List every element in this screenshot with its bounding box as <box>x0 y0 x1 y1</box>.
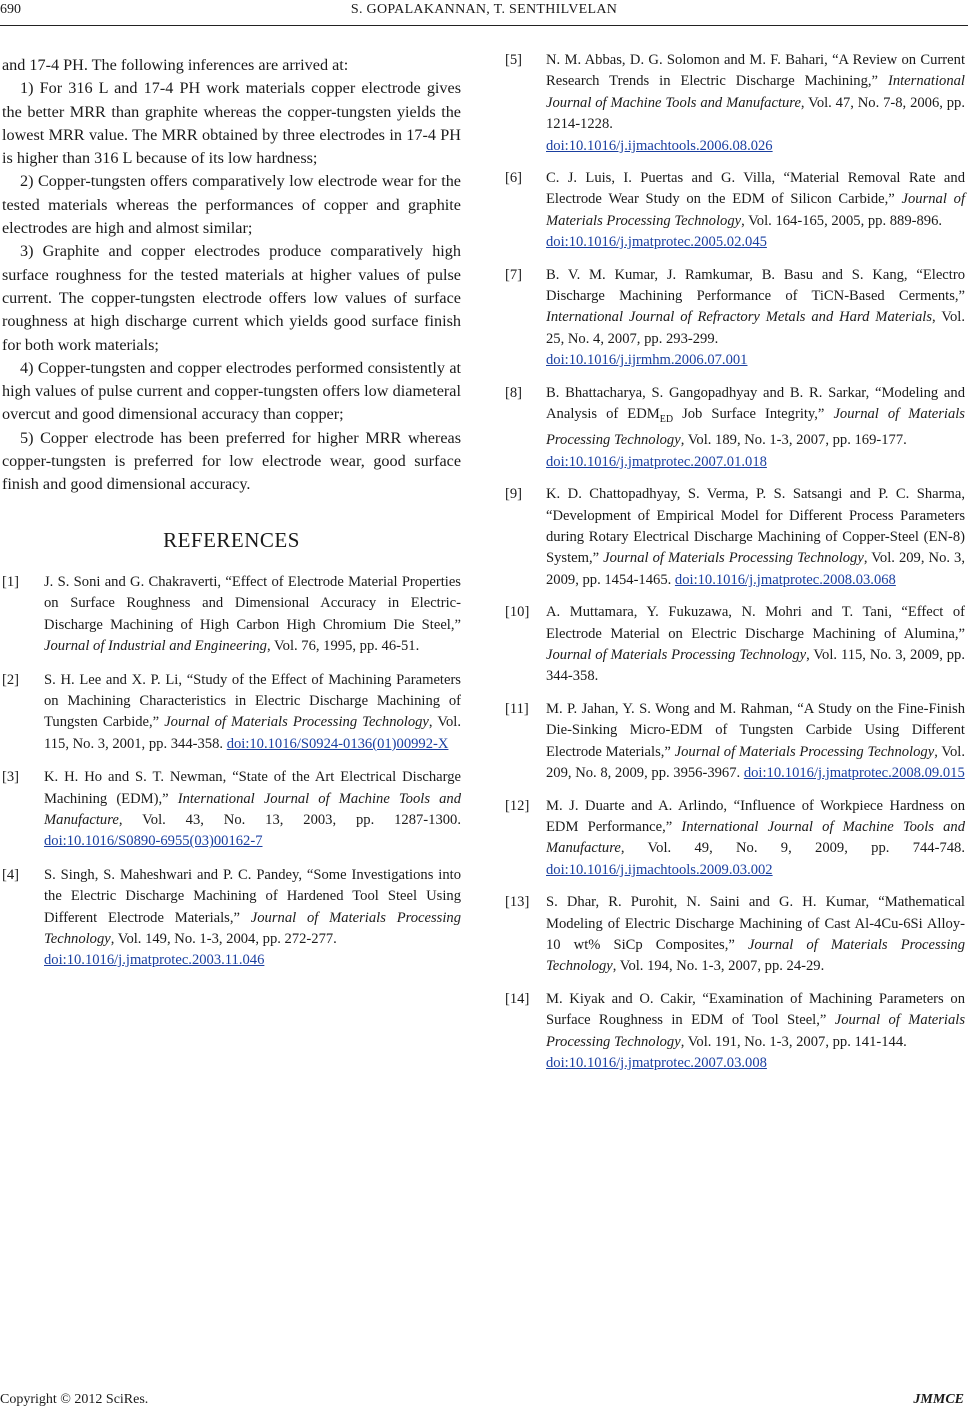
reference-number: [10] <box>505 604 530 621</box>
doi-link[interactable]: doi:10.1016/S0924-0136(01)00992-X <box>226 735 449 752</box>
reference-3 <box>2 767 461 853</box>
reference-13 <box>505 892 965 978</box>
reference-number: [9] <box>505 486 523 503</box>
references-heading: REFERENCES <box>163 527 300 552</box>
reference-journal: Journal of Materials Processing Technology <box>546 406 965 449</box>
reference-number: [12] <box>505 797 530 814</box>
reference-number: [6] <box>505 170 523 187</box>
reference-number: [7] <box>505 266 523 283</box>
reference-number: [4] <box>2 866 20 883</box>
reference-journal: Journal of Materials Processing Technology <box>546 191 965 229</box>
inference-3: 3) Graphite and copper electrodes produce comparatively high surface roughness for the tested materials at higher values of pulse current. The copper-tungsten electrode offers low values of surface roughness at high discharge current which yields good surface finish for both work materials; <box>2 242 461 354</box>
doi-link[interactable]: doi:10.1016/j.ijmachtools.2006.08.026 <box>546 137 773 154</box>
doi-link[interactable]: doi:10.1016/j.jmatprotec.2008.09.015 <box>743 765 965 782</box>
reference-journal: Journal of Materials Processing Technology <box>546 647 807 664</box>
body-intro: and 17-4 PH. The following inferences are arrived at: <box>2 56 349 74</box>
doi-link[interactable]: doi:10.1016/j.jmatprotec.2007.03.008 <box>546 1054 767 1071</box>
doi-link[interactable]: doi:10.1016/j.ijmachtools.2009.03.002 <box>546 861 773 878</box>
reference-10 <box>505 602 965 688</box>
inference-2: 2) Copper-tungsten offers comparatively low electrode wear for the tested materials whereas the performances of copper and graphite electrodes are high and almost similar; <box>2 172 461 238</box>
inference-4: 4) Copper-tungsten and copper electrodes performed consistently at high values of pulse current and copper-tungsten offers low diameteral overcut and good dimensional accuracy than copper; <box>2 358 461 424</box>
page-header <box>0 2 968 24</box>
left-column <box>2 54 461 984</box>
reference-number: [3] <box>2 769 20 786</box>
reference-journal: Journal of Materials Processing Technology <box>603 550 864 567</box>
reference-11 <box>505 699 965 785</box>
reference-authors: B. V. M. Kumar, J. Ramkumar, B. Basu and S. Kang, “Electro Discharge Machining Performance of TiCN-Based Cerments,” <box>546 266 965 305</box>
reference-details: , Vol. 189, No. 1-3, 2007, pp. 169-177. <box>680 432 907 449</box>
inference-5: 5) Copper electrode has been preferred for higher MRR whereas copper-tungsten is preferred for low electrode wear, good surface finish and good dimensional accuracy. <box>2 428 461 494</box>
reference-authors: N. M. Abbas, D. G. Solomon and M. F. Bahari, “A Review on Current Research Trends in Electric Discharge Machining,” <box>546 52 965 90</box>
doi-link[interactable]: doi:10.1016/j.jmatprotec.2003.11.046 <box>44 952 265 969</box>
reference-number: [1] <box>2 573 20 590</box>
reference-7 <box>505 265 965 372</box>
reference-number: [8] <box>505 384 523 401</box>
reference-number: [13] <box>505 894 530 911</box>
reference-authors: J. S. Soni and G. Chakraverti, “Effect of Electrode Material Properties on Surface Roughness and Dimensional Accuracy in Electric-Discharge Machining of High Carbon High Chromium Die Steel,” <box>44 573 461 633</box>
reference-journal: Journal of Materials Processing Technology <box>546 1012 965 1050</box>
reference-authors: K. H. Ho and S. T. Newman, “State of the Art Electrical Discharge Machining (EDM),” <box>44 769 461 807</box>
doi-link[interactable]: doi:10.1016/S0890-6955(03)00162-7 <box>44 833 263 850</box>
reference-details: , Vol. 25, No. 4, 2007, pp. 293-299. <box>546 309 965 347</box>
reference-details: , Vol. 164-165, 2005, pp. 889-896. <box>741 212 943 229</box>
reference-12 <box>505 796 965 882</box>
reference-details: , Vol. 194, No. 1-3, 2007, pp. 24-29. <box>612 958 825 975</box>
inference-1: 1) For 316 L and 17-4 PH work materials copper electrode gives the better MRR than graphite whereas the copper-tungsten yields the lowest MRR value. The MRR obtained by three electrodes in 17-4 PH is higher than 316 L because of its low hardness; <box>2 79 461 168</box>
header-rule <box>0 25 968 26</box>
reference-6 <box>505 168 965 254</box>
reference-9 <box>505 484 965 591</box>
reference-authors: B. Bhattacharya, S. Gangopadhyay and B. R. Sarkar, “Modeling and Analysis of EDM <box>546 384 965 423</box>
subscript-ed: ED <box>659 414 674 425</box>
reference-journal: Journal of Materials Processing Technology <box>546 936 965 975</box>
reference-number: [11] <box>505 700 529 717</box>
reference-number: [2] <box>2 671 20 688</box>
reference-number: [14] <box>505 990 530 1007</box>
reference-details: , Vol. 191, No. 1-3, 2007, pp. 141-144. <box>680 1033 907 1050</box>
reference-authors: K. D. Chattopadhyay, S. Verma, P. S. Satsangi and P. C. Sharma, “Development of Empirical Model for Different Process Parameters during Rotary Electrical Discharge Machining of Copper-Steel (EN-8) System,” <box>546 486 965 567</box>
reference-details: , Vol. 115, No. 3, 2001, pp. 344-358. <box>44 714 462 752</box>
doi-link[interactable]: doi:10.1016/j.jmatprotec.2005.02.045 <box>546 234 767 251</box>
reference-details: , Vol. 115, No. 3, 2009, pp. 344-358. <box>546 647 966 685</box>
reference-details: , Vol. 149, No. 1-3, 2004, pp. 272-277. <box>110 931 337 948</box>
running-head: S. GOPALAKANNAN, T. SENTHILVELAN <box>350 2 618 17</box>
reference-journal: International Journal of Machine Tools and Manufacture <box>546 818 966 857</box>
reference-authors: M. Kiyak and O. Cakir, “Examination of Machining Parameters on Surface Roughness in EDM of Tool Steel,” <box>546 990 965 1029</box>
right-column <box>505 50 965 1085</box>
reference-journal: Journal of Materials Processing Technology <box>44 909 461 948</box>
reference-8 <box>505 383 965 474</box>
reference-authors-cont: Job Surface Integrity,” <box>673 406 834 423</box>
reference-authors: S. Dhar, R. Purohit, N. Saini and G. H. Kumar, “Mathematical Modeling of Electric Discharge Machining of Cast Al-4Cu-6Si Alloy-10 wt% SiCp Composites,” <box>546 894 965 953</box>
reference-5 <box>505 50 965 157</box>
doi-link[interactable]: doi:10.1016/j.jmatprotec.2008.03.068 <box>674 571 896 588</box>
reference-1 <box>2 572 461 658</box>
reference-authors: S. H. Lee and X. P. Li, “Study of the Effect of Machining Parameters on Machining Characteristics in Electric Discharge Machining of Tungsten Carbide,” <box>44 671 461 731</box>
reference-number: [5] <box>505 52 523 68</box>
reference-journal: Journal of Materials Processing Technology <box>164 714 429 731</box>
reference-authors: M. J. Duarte and A. Arlindo, “Influence of Workpiece Hardness on EDM Performance,” <box>546 797 965 835</box>
reference-details: , Vol. 209, No. 3, 2009, pp. 1454-1465. <box>546 550 965 588</box>
reference-authors: C. J. Luis, I. Puertas and G. Villa, “Material Removal Rate and Electrode Wear Study on the EDM of Silicon Carbide,” <box>546 170 965 208</box>
reference-details: , Vol. 43, No. 13, 2003, pp. 1287-1300. <box>118 812 461 828</box>
reference-4 <box>2 865 461 972</box>
doi-link[interactable]: doi:10.1016/j.ijrmhm.2006.07.001 <box>546 352 748 369</box>
reference-details: , Vol. 76, 1995, pp. 46-51. <box>266 638 420 655</box>
reference-details: , Vol. 49, No. 9, 2009, pp. 744-748. <box>620 840 965 857</box>
doi-link[interactable]: doi:10.1016/j.jmatprotec.2007.01.018 <box>546 453 767 470</box>
reference-journal: International Journal of Machine Tools and Manufacture <box>546 73 965 111</box>
reference-2 <box>2 670 461 756</box>
reference-authors: M. P. Jahan, Y. S. Wong and M. Rahman, “A Study on the Fine-Finish Die-Sinking Micro-EDM of Tungsten Carbide Using Different Electrode Materials,” <box>546 700 965 760</box>
reference-details: , Vol. 47, No. 7-8, 2006, pp. 1214-1228. <box>546 94 965 133</box>
reference-authors: A. Muttamara, Y. Fukuzawa, N. Mohri and T. Tani, “Effect of Electrode Material on Electric Discharge Machining of Alumina,” <box>546 604 965 642</box>
reference-journal: Journal of Materials Processing Technology <box>674 743 935 760</box>
reference-14 <box>505 989 965 1075</box>
reference-journal: International Journal of Refractory Metals and Hard Materials <box>546 309 933 326</box>
copyright-notice: Copyright © 2012 SciRes. <box>0 1392 149 1407</box>
reference-journal: Journal of Industrial and Engineering <box>44 638 267 655</box>
journal-abbreviation: JMMCE <box>913 1392 964 1407</box>
reference-journal: International Journal of Machine Tools and Manufacture <box>44 790 461 828</box>
page-number: 690 <box>0 2 21 17</box>
reference-authors: S. Singh, S. Maheshwari and P. C. Pandey, “Some Investigations into the Electric Discharge Machining of Hardened Tool Steel Using Different Electrode Materials,” <box>44 866 461 926</box>
reference-details: , Vol. 209, No. 8, 2009, pp. 3956-3967. <box>546 743 965 782</box>
